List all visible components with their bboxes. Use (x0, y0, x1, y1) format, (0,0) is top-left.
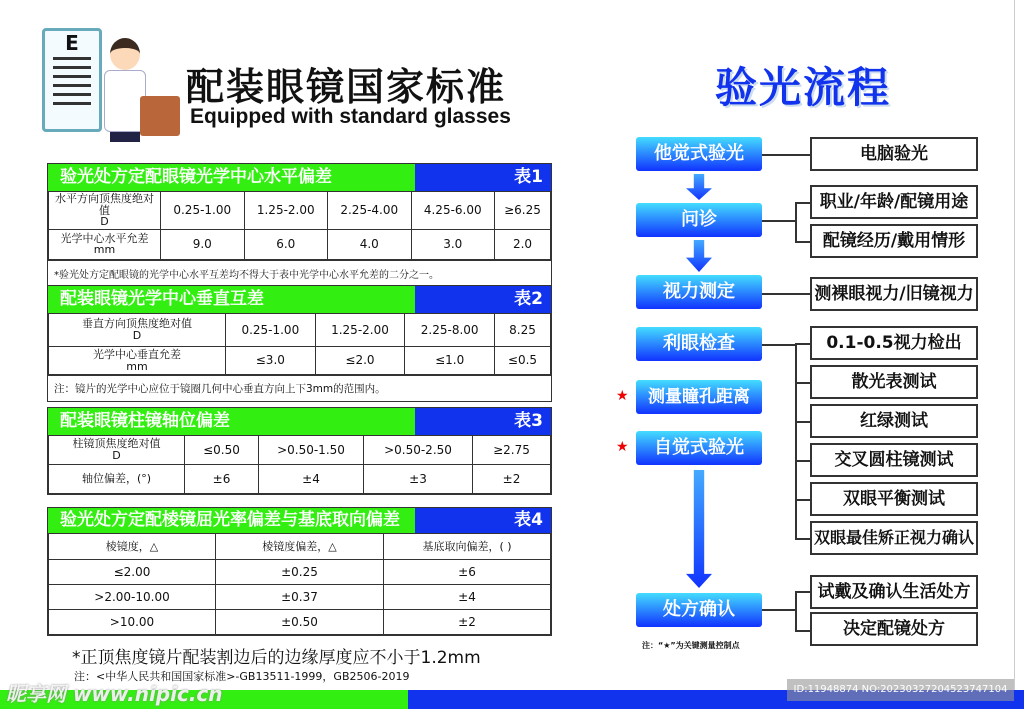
detail-box: 决定配镜处方 (810, 612, 978, 646)
table-tag: 表4 (415, 508, 551, 533)
cell: >2.00-10.00 (49, 585, 216, 610)
cell: ±0.37 (216, 585, 384, 610)
table-row (49, 585, 551, 610)
flow-step-dominant-eye: 利眼检查 (636, 327, 762, 361)
cell: ±0.25 (216, 560, 384, 585)
cell: ±0.50 (216, 610, 384, 635)
flow-legend: 注：“★”为关键测量控制点 (642, 641, 740, 650)
connector (795, 538, 810, 540)
arrow-down-icon (686, 240, 712, 272)
connector (762, 154, 810, 156)
connector (795, 382, 810, 384)
panel-border (1014, 0, 1015, 690)
detail-box: 0.1-0.5视力检出 (810, 326, 978, 360)
table-note: 注：镜片的光学中心应位于镜圈几何中心垂直方向上下3mm的范围内。 (48, 375, 551, 401)
arrow-down-icon (686, 174, 712, 200)
cell: >0.50-2.50 (364, 436, 473, 465)
cell: ±4 (384, 585, 551, 610)
connector (795, 591, 810, 593)
connector (795, 202, 810, 204)
row-header: 水平方向顶焦度绝对值 D (49, 192, 161, 230)
cell: ≥6.25 (495, 192, 551, 230)
row-header: 光学中心垂直允差 mm (49, 347, 226, 375)
table-title: 配装眼镜柱镜轴位偏差 (48, 408, 415, 435)
cell: 0.25-1.00 (226, 314, 316, 347)
connector (795, 591, 797, 631)
table-row (49, 436, 551, 465)
detail-box: 散光表测试 (810, 365, 978, 399)
table-note: *验光处方定配眼镜的光学中心水平互差均不得大于表中光学中心水平允差的二分之一。 (48, 260, 551, 286)
cell: 4.0 (328, 229, 412, 259)
connector (795, 343, 810, 345)
connector (795, 202, 797, 242)
row-header: 轴位偏差，(°) (49, 465, 185, 494)
table-4 (47, 507, 552, 636)
table-tag: 表3 (415, 408, 551, 435)
cell: ±3 (364, 465, 473, 494)
flow-title: 验光流程 (715, 63, 892, 112)
flow-step-subjective-refraction: 自觉式验光 (636, 431, 762, 465)
flow-step-visual-acuity: 视力测定 (636, 275, 762, 309)
eye-chart-illustration (42, 28, 102, 132)
column-header: 基底取向偏差，( ) (384, 534, 551, 560)
page-title: 配装眼镜国家标准 (186, 65, 507, 109)
row-header: 光学中心水平允差 mm (49, 229, 161, 259)
connector (762, 344, 796, 346)
cell: ≤1.0 (405, 347, 495, 375)
column-header: 棱镜度，△ (49, 534, 216, 560)
table-row (49, 610, 551, 635)
table-tag: 表2 (415, 286, 551, 313)
cell: ±4 (259, 465, 364, 494)
connector (762, 293, 810, 295)
connector (795, 630, 810, 632)
cell: >0.50-1.50 (259, 436, 364, 465)
cell: ≤3.0 (226, 347, 316, 375)
detail-box: 试戴及确认生活处方 (810, 575, 978, 609)
connector (762, 220, 796, 222)
detail-box: 职业/年龄/配镜用途 (810, 185, 978, 219)
doctor-illustration (100, 38, 180, 143)
table-title: 验光处方定配棱镜屈光率偏差与基底取向偏差 (48, 508, 415, 533)
cell: ≤2.0 (315, 347, 405, 375)
connector (795, 499, 810, 501)
cell: ±2 (473, 465, 551, 494)
cell: 1.25-2.00 (315, 314, 405, 347)
cell: 6.0 (244, 229, 328, 259)
cell: ±6 (185, 465, 259, 494)
flow-step-prescription-confirm: 处方确认 (636, 593, 762, 627)
table-row (49, 560, 551, 585)
cell: 9.0 (161, 229, 245, 259)
detail-box: 配镜经历/戴用情形 (810, 224, 978, 258)
cell: 2.25-4.00 (328, 192, 412, 230)
cell: 4.25-6.00 (411, 192, 495, 230)
cell: ≤2.00 (49, 560, 216, 585)
page-subtitle: Equipped with standard glasses (190, 105, 511, 128)
flow-step-pupil-distance: 测量瞳孔距离 (636, 380, 762, 414)
table-3 (47, 407, 552, 495)
cell: 2.25-8.00 (405, 314, 495, 347)
table-title: 配装眼镜光学中心垂直互差 (48, 286, 415, 313)
watermark-id: ID:11948874 NO:20230327204523747104 (787, 679, 1014, 701)
detail-box: 双眼平衡测试 (810, 482, 978, 516)
star-icon: ★ (616, 439, 629, 455)
detail-box: 交叉圆柱镜测试 (810, 443, 978, 477)
detail-box: 红绿测试 (810, 404, 978, 438)
table-row (49, 192, 551, 230)
cell: 0.25-1.00 (161, 192, 245, 230)
connector (795, 343, 797, 540)
detail-box: 电脑验光 (810, 137, 978, 171)
column-header: 棱镜度偏差，△ (216, 534, 384, 560)
cell: 8.25 (495, 314, 551, 347)
connector (795, 460, 810, 462)
footnote: *正顶焦度镜片配装割边后的边缘厚度应不小于1.2mm (72, 648, 481, 668)
cell: ≤0.5 (495, 347, 551, 375)
table-1 (47, 163, 552, 287)
cell: 3.0 (411, 229, 495, 259)
cell: 2.0 (495, 229, 551, 259)
flow-step-objective-refraction: 他觉式验光 (636, 137, 762, 171)
cell: ±6 (384, 560, 551, 585)
arrow-down-icon (686, 470, 712, 588)
row-header: 柱镜顶焦度绝对值 D (49, 436, 185, 465)
star-icon: ★ (616, 388, 629, 404)
cell: >10.00 (49, 610, 216, 635)
cell: ±2 (384, 610, 551, 635)
cell: ≤0.50 (185, 436, 259, 465)
cell: 1.25-2.00 (244, 192, 328, 230)
table-title: 验光处方定配眼镜光学中心水平偏差 (48, 164, 415, 191)
eye-chart-letter: E (65, 31, 79, 55)
table-row (49, 465, 551, 494)
table-row (49, 229, 551, 259)
row-header: 垂直方向顶焦度绝对值 D (49, 314, 226, 347)
flow-step-consultation: 问诊 (636, 203, 762, 237)
table-row (49, 314, 551, 347)
table-2 (47, 285, 552, 402)
connector (795, 421, 810, 423)
detail-box: 测裸眼视力/旧镜视力 (810, 277, 978, 311)
connector (762, 609, 796, 611)
source-note: 注：<中华人民共和国国家标准>-GB13511-1999，GB2506-2019 (74, 670, 410, 683)
table-row (49, 347, 551, 375)
watermark-site: 昵享网 www.nipic.cn (6, 682, 223, 706)
table-tag: 表1 (415, 164, 551, 191)
cell: ≥2.75 (473, 436, 551, 465)
connector (795, 241, 810, 243)
detail-box: 双眼最佳矫正视力确认 (810, 521, 978, 555)
table-header-row (49, 534, 551, 560)
